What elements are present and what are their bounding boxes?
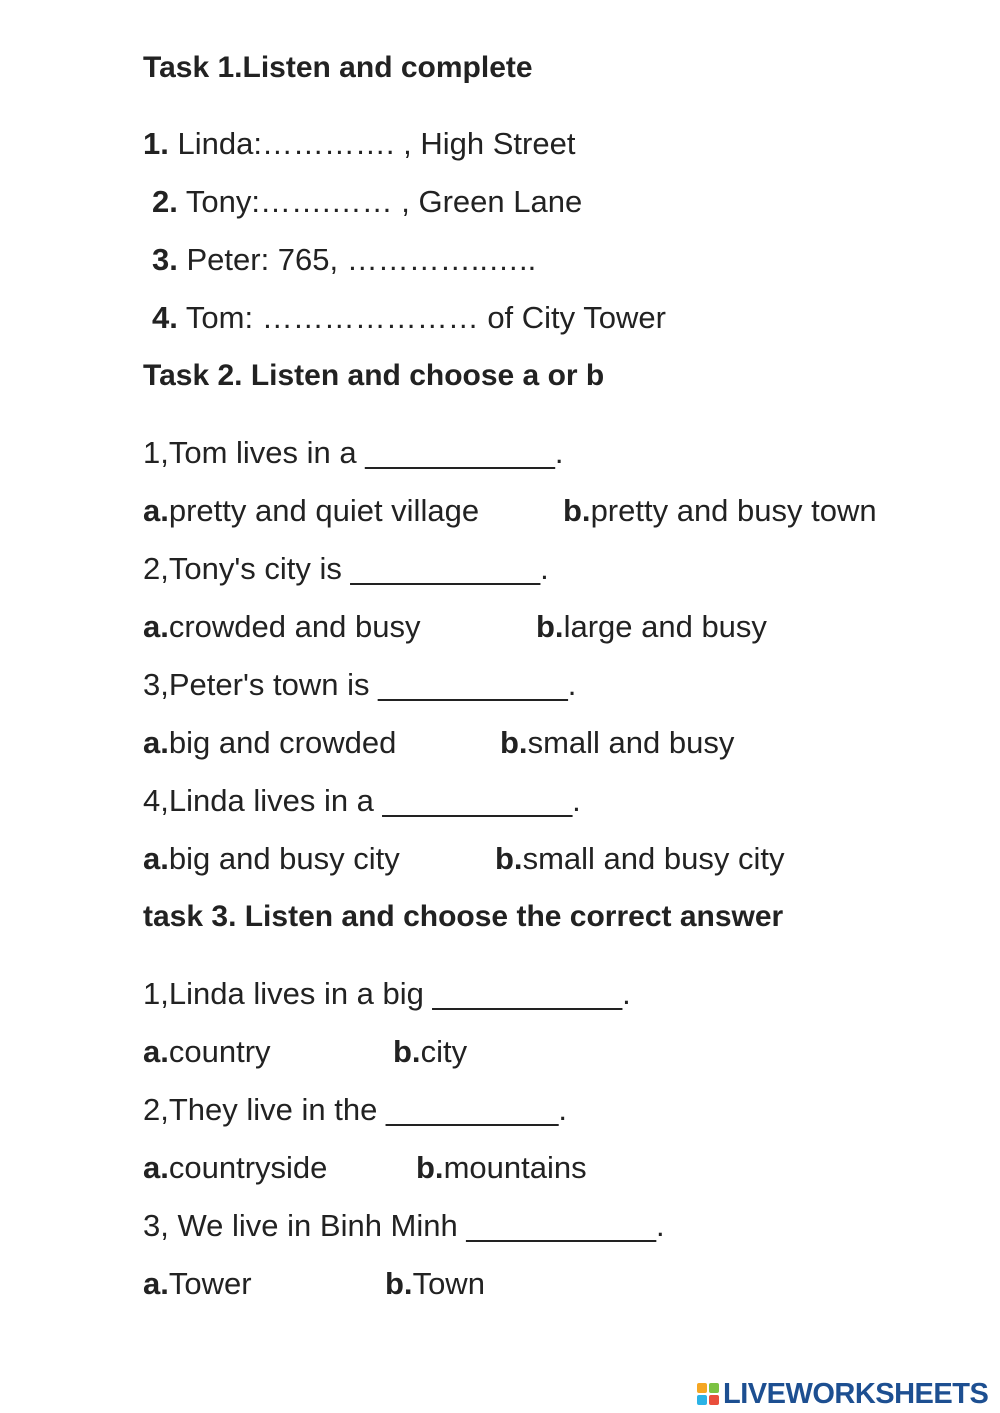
task1-item-2 (152, 184, 582, 220)
item-text: Tony:…….…… , Green Lane (177, 184, 583, 219)
option-text: mountains (443, 1150, 587, 1185)
task1-item-3 (152, 242, 536, 278)
option-letter: b. (500, 725, 528, 760)
option-text: Tower (168, 1266, 252, 1301)
logo-square (697, 1395, 707, 1405)
option-a[interactable] (143, 725, 396, 761)
option-letter: a. (143, 725, 169, 760)
liveworksheets-logo (697, 1376, 988, 1412)
item-number: 4. (152, 300, 178, 335)
option-text: small and busy city (522, 841, 785, 876)
task3-question-3: 3, We live in Binh Minh ___________. (143, 1208, 665, 1243)
option-text: country (168, 1034, 271, 1069)
option-b[interactable] (500, 725, 734, 761)
task1-heading: Task 1.Listen and complete (143, 51, 533, 84)
option-text: crowded and busy (168, 609, 421, 644)
item-number: 1. (143, 126, 169, 161)
option-b[interactable] (393, 1034, 467, 1070)
item-text: Linda:…………. , High Street (168, 126, 576, 161)
logo-text: LIVEWORKSHEETS (723, 1377, 989, 1410)
option-letter: a. (143, 841, 169, 876)
option-letter: b. (495, 841, 523, 876)
option-b[interactable] (563, 493, 877, 529)
task1-item-1 (143, 126, 575, 162)
option-letter: a. (143, 1266, 169, 1301)
task3-question-1: 1,Linda lives in a big ___________. (143, 976, 631, 1011)
option-letter: b. (393, 1034, 421, 1069)
task2-question-4: 4,Linda lives in a ___________. (143, 783, 581, 818)
option-text: pretty and quiet village (168, 493, 480, 528)
logo-square (709, 1395, 719, 1405)
option-letter: b. (536, 609, 564, 644)
task2-question-2: 2,Tony's city is ___________. (143, 551, 549, 586)
task1-item-4 (152, 300, 666, 336)
option-letter: b. (385, 1266, 413, 1301)
option-letter: a. (143, 609, 169, 644)
task3-heading: task 3. Listen and choose the correct answer (143, 900, 784, 933)
option-b[interactable] (416, 1150, 587, 1186)
option-text: large and busy (563, 609, 767, 644)
logo-square (697, 1383, 707, 1393)
option-b[interactable] (495, 841, 784, 877)
option-letter: b. (563, 493, 591, 528)
option-letter: a. (143, 1034, 169, 1069)
option-b[interactable] (385, 1266, 485, 1302)
logo-square (709, 1383, 719, 1393)
option-a[interactable] (143, 493, 479, 529)
item-number: 3. (152, 242, 178, 277)
option-a[interactable] (143, 609, 420, 645)
option-text: pretty and busy town (590, 493, 877, 528)
option-a[interactable] (143, 841, 400, 877)
option-a[interactable] (143, 1266, 252, 1302)
logo-icon (697, 1383, 719, 1405)
task2-question-3: 3,Peter's town is ___________. (143, 667, 577, 702)
item-text: Peter: 765, …………..….. (177, 242, 537, 277)
item-text: Tom: ………………… of City Tower (177, 300, 666, 335)
option-b[interactable] (536, 609, 767, 645)
option-a[interactable] (143, 1034, 271, 1070)
option-text: city (420, 1034, 468, 1069)
item-number: 2. (152, 184, 178, 219)
option-letter: a. (143, 1150, 169, 1185)
task2-heading: Task 2. Listen and choose a or b (143, 359, 605, 392)
option-letter: b. (416, 1150, 444, 1185)
task2-question-1: 1,Tom lives in a ___________. (143, 435, 564, 470)
option-text: small and busy (527, 725, 735, 760)
option-text: big and busy city (168, 841, 400, 876)
task3-question-2: 2,They live in the __________. (143, 1092, 567, 1127)
option-text: countryside (168, 1150, 328, 1185)
option-text: Town (412, 1266, 485, 1301)
option-a[interactable] (143, 1150, 327, 1186)
option-letter: a. (143, 493, 169, 528)
option-text: big and crowded (168, 725, 397, 760)
